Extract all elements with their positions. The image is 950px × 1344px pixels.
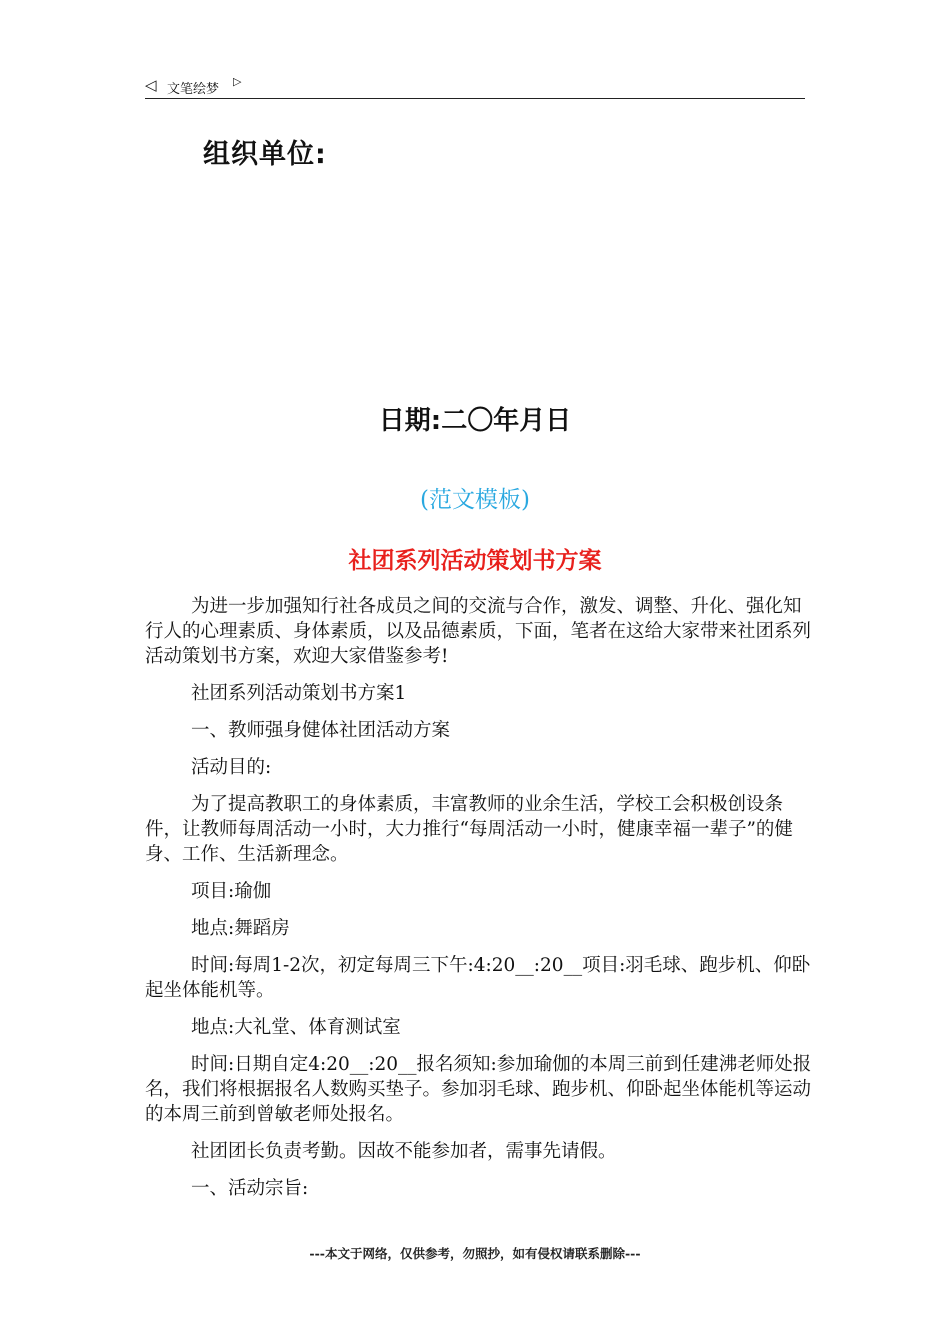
template-tag: (范文模板) xyxy=(420,487,530,513)
paragraph: 一、活动宗旨: xyxy=(191,1178,309,1199)
page-header xyxy=(145,74,805,99)
date-line: 日期:二〇年月日 xyxy=(378,406,572,436)
paragraph: 活动目的: xyxy=(191,757,272,778)
paragraph: 社团系列活动策划书方案1 xyxy=(191,683,407,704)
paragraph: 社团团长负责考勤。因故不能参加者，需事先请假。 xyxy=(191,1141,617,1162)
paragraph: 为进一步加强知行社各成员之间的交流与合作，激发、调整、升化、强化知行人的心理素质、身体素质，以及品德素质，下面，笔者在这给大家带来社团系列活动策划书方案，欢迎大家借鉴参考! xyxy=(145,596,812,667)
document-title: 社团系列活动策划书方案 xyxy=(348,548,602,574)
paragraph: 时间:日期自定4:20__:20__报名须知:参加瑜伽的本周三前到任建沸老师处报名，我们将根据报名人数购买垫子。参加羽毛球、跑步机、仰卧起坐体能机等运动的本周三前到曾敏老师处报名。 xyxy=(145,1054,812,1125)
paragraph: 项目:瑜伽 xyxy=(191,881,272,902)
paragraph: 时间:每周1-2次，初定每周三下午:4:20__:20__项目:羽毛球、跑步机、仰卧起坐体能机等。 xyxy=(145,955,811,1001)
triangle-left-icon: ◁ xyxy=(145,76,157,94)
paragraph: 地点:舞蹈房 xyxy=(191,918,290,939)
triangle-right-icon: ▷ xyxy=(233,75,242,88)
brand-label: 文笔绘梦 xyxy=(167,82,220,97)
page-footer: ---本文于网络，仅供参考，勿照抄，如有侵权请联系删除--- xyxy=(309,1246,641,1261)
org-label: 组织单位: xyxy=(203,139,327,170)
document-body xyxy=(145,594,813,1213)
paragraph: 地点:大礼堂、体育测试室 xyxy=(191,1017,401,1038)
paragraph: 为了提高教职工的身体素质，丰富教师的业余生活，学校工会积极创设条件，让教师每周活动一小时，大力推行“每周活动一小时，健康幸福一辈子”的健身、工作、生活新理念。 xyxy=(145,794,793,865)
paragraph: 一、教师强身健体社团活动方案 xyxy=(191,720,451,741)
